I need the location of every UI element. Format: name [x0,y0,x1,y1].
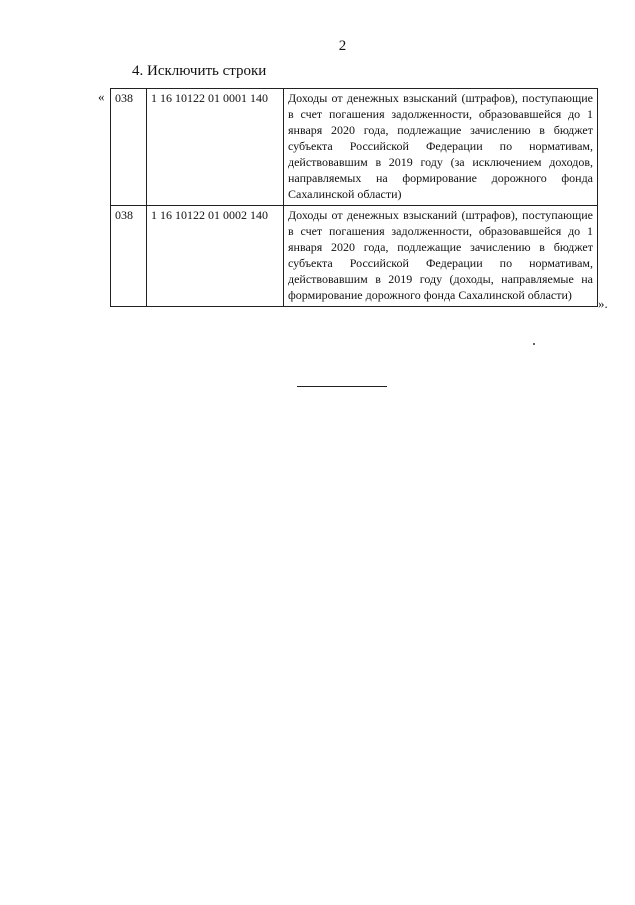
table-row [111,89,598,206]
budget-code-cell: 1 16 10122 01 0002 140 [147,206,284,307]
budget-codes-table [110,88,598,307]
budget-code-cell: 1 16 10122 01 0001 140 [147,89,284,206]
page-number: 2 [338,38,347,54]
admin-code-cell: 038 [111,89,147,206]
closing-quote: ». [598,296,608,311]
opening-quote: « [98,89,105,104]
end-separator-line [297,386,387,387]
description-cell: Доходы от денежных взысканий (штрафов), поступающие в счет погашения задолженности, образовавшейся до 1 января 2020 года, подлежащие зачислению в бюджет субъекта Российской Федерации по нормативам, действовавшим в 2019 году (за исключением доходов, направляемых на формирование дорожного фонда Сахалинской области) [284,89,598,206]
table-row [111,206,598,307]
description-cell: Доходы от денежных взысканий (штрафов), поступающие в счет погашения задолженности, образовавшейся до 1 января 2020 года, подлежащие зачислению в бюджет субъекта Российской Федерации по нормативам, действовавшим в 2019 году (доходы, направляемые на формирование дорожного фонда Сахалинской области) [284,206,598,307]
admin-code-cell: 038 [111,206,147,307]
section-heading: 4. Исключить строки [132,63,267,79]
scan-speck [533,343,535,345]
